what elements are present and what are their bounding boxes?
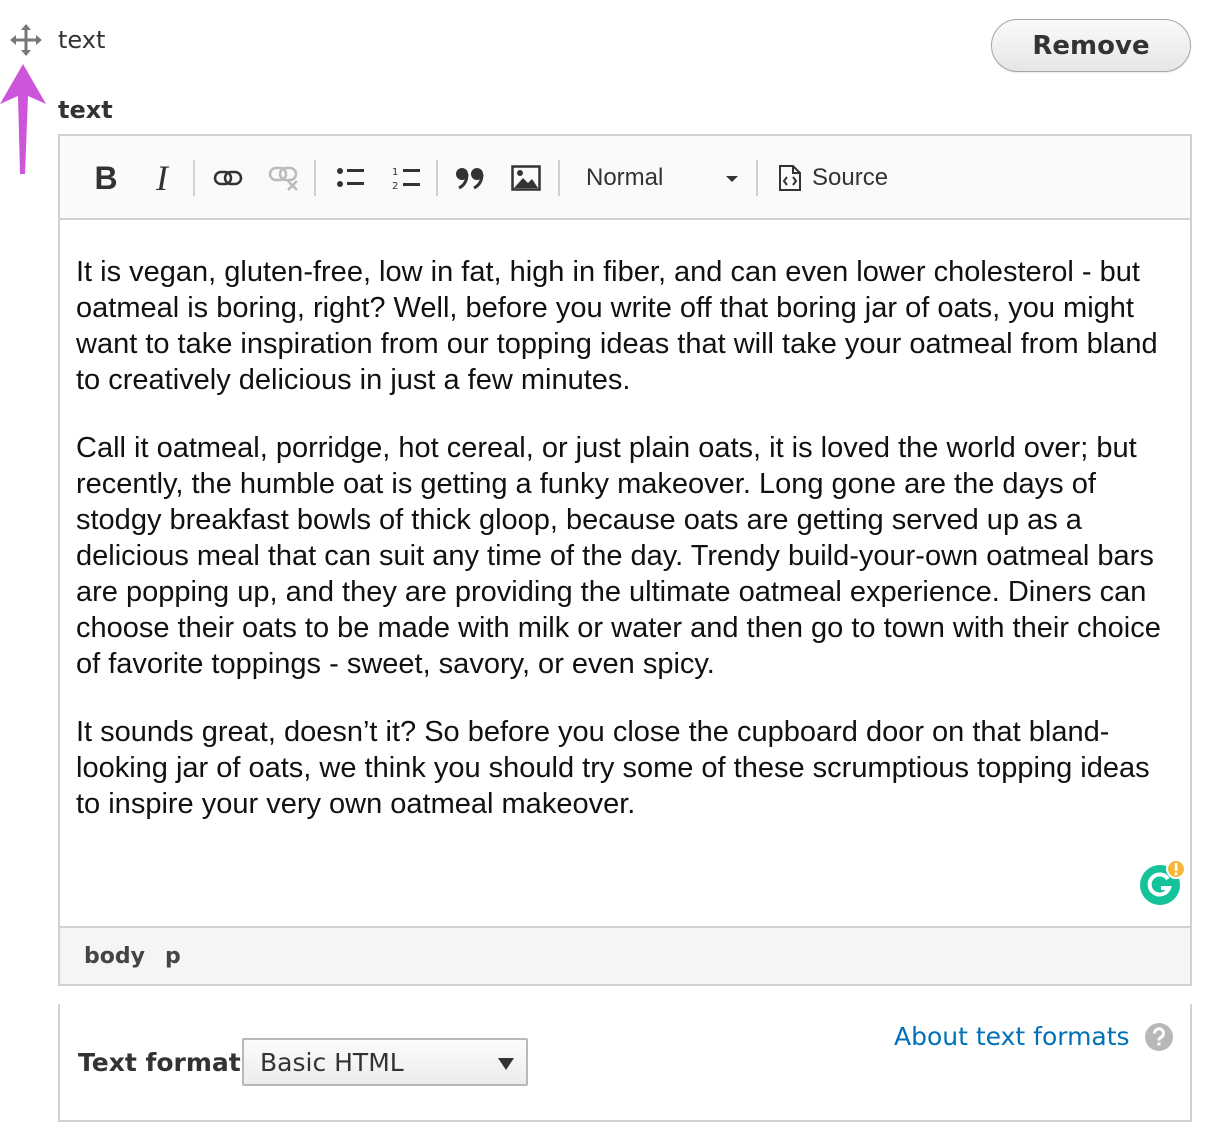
path-item-body[interactable]: body	[84, 943, 145, 969]
source-label: Source	[812, 164, 889, 191]
bulleted-list-button[interactable]	[330, 158, 370, 198]
unlink-icon	[268, 165, 300, 191]
remove-button[interactable]: Remove	[991, 19, 1191, 72]
chevron-down-icon	[726, 176, 738, 182]
svg-text:2: 2	[392, 181, 399, 191]
grammarly-icon[interactable]	[1138, 860, 1184, 906]
editor-toolbar	[60, 136, 1190, 220]
image-icon	[511, 165, 541, 191]
content-paragraph: Call it oatmeal, porridge, hot cereal, or just plain oats, it is loved the world over; but recently, the humble oat is getting a funky makeover. Long gone are the days of stodgy breakfast bowls of thick gloop, because oats are getting served up as a delicious meal that can suit any time of the day. Trendy build-your-own oatmeal bars are popping up, and they are providing the ultimate oatmeal experience. Diners can choose their oats to be made with milk or water and then go to town with their choice of favorite toppings - sweet, savory, or even spicy.	[76, 432, 1161, 680]
italic-icon: I	[156, 158, 168, 198]
unlink-button[interactable]	[264, 158, 304, 198]
image-button[interactable]	[506, 158, 546, 198]
text-format-label: Text format	[78, 1048, 241, 1077]
toolbar-separator	[314, 160, 316, 196]
annotation-arrow-icon	[0, 64, 48, 182]
path-item-p[interactable]: p	[164, 943, 181, 969]
element-path-bar	[60, 926, 1190, 984]
rich-text-editor	[58, 134, 1192, 986]
toolbar-separator	[558, 160, 560, 196]
blockquote-icon	[455, 167, 485, 189]
chevron-down-icon	[498, 1058, 514, 1070]
link-icon	[213, 168, 243, 188]
content-paragraph: It is vegan, gluten-free, low in fat, high in fiber, and can even lower cholesterol - but oatmeal is boring, right? Well, before you write off that boring jar of oats, you might want to take inspiration from our topping ideas that will take your oatmeal from bland to creatively delicious in just a few minutes.	[76, 256, 1158, 396]
svg-text:1: 1	[392, 167, 399, 178]
numbered-list-button[interactable]	[386, 158, 426, 198]
paragraph-format-dropdown[interactable]	[572, 158, 750, 198]
content-paragraph: It sounds great, doesn’t it? So before you close the cupboard door on that bland-looking jar of oats, we think you should try some of these scrumptious topping ideas to inspire your very own oatmeal makeover.	[76, 716, 1150, 820]
paragraph-format-value: Normal	[586, 164, 664, 191]
italic-button[interactable]	[144, 158, 180, 198]
paragraph-type-label: text	[58, 26, 106, 54]
about-text-formats-link[interactable]: About text formats	[894, 1022, 1130, 1051]
editor-content[interactable]	[60, 220, 1190, 926]
text-format-wrapper	[58, 1004, 1192, 1122]
help-icon[interactable]	[1144, 1022, 1174, 1052]
source-button[interactable]	[778, 158, 888, 198]
blockquote-button[interactable]	[450, 158, 490, 198]
toolbar-separator	[436, 160, 438, 196]
toolbar-separator	[193, 160, 195, 196]
numbered-list-icon	[392, 165, 420, 191]
text-format-value: Basic HTML	[260, 1047, 404, 1077]
source-icon	[778, 164, 802, 192]
drag-handle-icon[interactable]	[10, 24, 42, 56]
bold-button[interactable]	[88, 158, 124, 198]
link-button[interactable]	[208, 158, 248, 198]
field-label: text	[58, 96, 113, 124]
text-format-select[interactable]	[242, 1038, 528, 1086]
bold-icon: B	[94, 159, 118, 196]
toolbar-separator	[756, 160, 758, 196]
bulleted-list-icon	[336, 166, 364, 190]
